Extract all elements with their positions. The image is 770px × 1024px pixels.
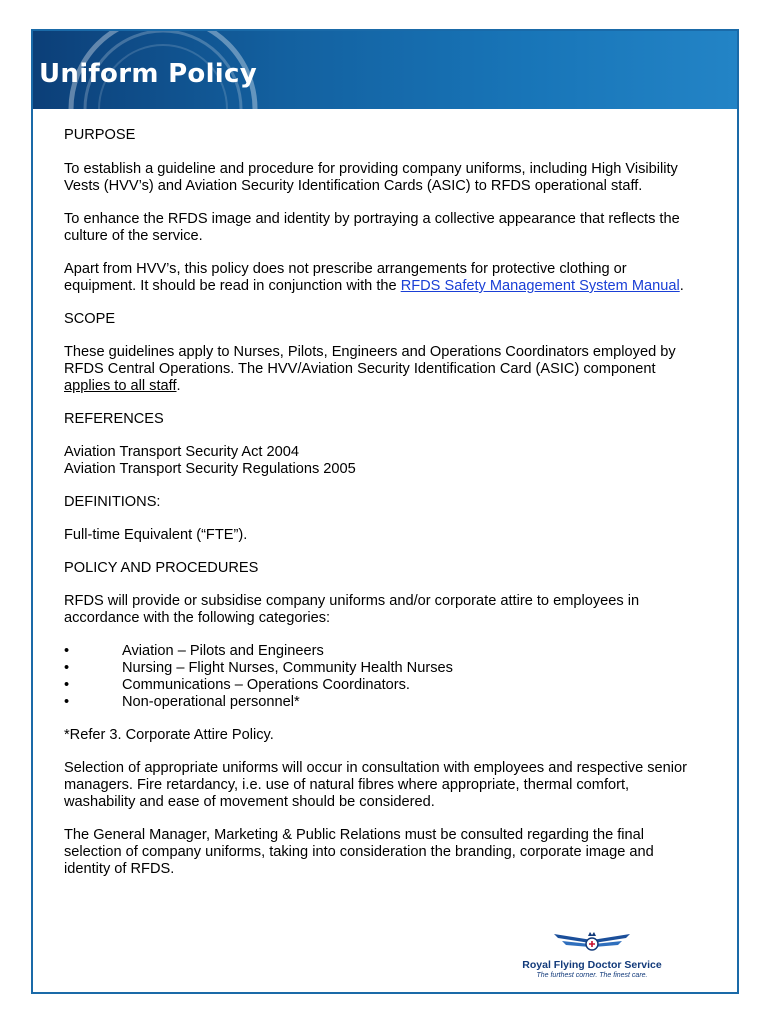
list-item-label: Communications – Operations Coordinators. xyxy=(122,677,410,693)
scope-paragraph xyxy=(64,344,694,395)
bullet-icon: • xyxy=(64,694,70,710)
list-item xyxy=(64,660,694,677)
list-item-label: Non-operational personnel* xyxy=(122,694,300,710)
purpose-paragraph-3-end: . xyxy=(679,278,684,294)
logo-tagline: The furthest corner. The finest care. xyxy=(536,972,648,979)
policy-paragraph-1: RFDS will provide or subsidise company uniforms and/or corporate attire to employees in accordance with the following categories: xyxy=(64,593,640,626)
bullet-icon: • xyxy=(64,677,70,693)
references-heading: REFERENCES xyxy=(64,411,164,427)
list-item-label: Aviation – Pilots and Engineers xyxy=(122,643,324,659)
purpose-paragraph-3-text: Apart from HVV’s, this policy does not prescribe arrangements for protective clothing or equipment. It should be read in conjunction with the xyxy=(64,261,627,294)
policy-paragraph-4: The General Manager, Marketing & Public Relations must be consulted regarding the final selection of company uniforms, taking into consideration the branding, corporate image and identity of RFDS. xyxy=(64,827,654,877)
document-body xyxy=(64,127,694,894)
page-title: Uniform Policy xyxy=(39,59,257,89)
purpose-paragraph-3 xyxy=(64,261,694,295)
scope-paragraph-text: These guidelines apply to Nurses, Pilots, Engineers and Operations Coordinators employed by RFDS Central Operations. The HVV/Aviation Security Identification Card (ASIC) component xyxy=(64,344,676,377)
scope-heading: SCOPE xyxy=(64,311,116,327)
bullet-icon: • xyxy=(64,643,70,659)
rfds-wings-icon xyxy=(552,926,632,958)
category-list xyxy=(64,643,694,711)
purpose-paragraph-2: To enhance the RFDS image and identity by portraying a collective appearance that reflects the culture of the service. xyxy=(64,211,680,244)
bullet-icon: • xyxy=(64,660,70,676)
reference-item: Aviation Transport Security Regulations 2005 xyxy=(64,461,356,477)
purpose-paragraph-1: To establish a guideline and procedure for providing company uniforms, including High Visibility Vests (HVV’s) and Aviation Security Identification Cards (ASIC) to RFDS operational staff. xyxy=(64,161,678,194)
policy-paragraph-2: *Refer 3. Corporate Attire Policy. xyxy=(64,727,274,743)
reference-item: Aviation Transport Security Act 2004 xyxy=(64,444,299,460)
policy-paragraph-3: Selection of appropriate uniforms will occur in consultation with employees and respective senior managers. Fire retardancy, i.e. use of natural fibres where appropriate, thermal comfort, washability and ease of movement should be considered. xyxy=(64,760,687,810)
policy-heading: POLICY AND PROCEDURES xyxy=(64,560,259,576)
list-item xyxy=(64,643,694,660)
list-item-label: Nursing – Flight Nurses, Community Health Nurses xyxy=(122,660,453,676)
references-list xyxy=(64,444,694,478)
logo-name: Royal Flying Doctor Service xyxy=(522,959,662,971)
purpose-heading: PURPOSE xyxy=(64,127,136,143)
definitions-paragraph: Full-time Equivalent (“FTE”). xyxy=(64,527,248,543)
header-banner xyxy=(33,31,737,109)
list-item xyxy=(64,694,694,711)
rfds-logo xyxy=(512,926,672,982)
scope-underlined-text: applies to all staff xyxy=(64,378,177,394)
safety-manual-link[interactable]: RFDS Safety Management System Manual xyxy=(400,278,680,294)
scope-paragraph-end: . xyxy=(176,378,181,394)
list-item xyxy=(64,677,694,694)
definitions-heading: DEFINITIONS: xyxy=(64,494,161,510)
